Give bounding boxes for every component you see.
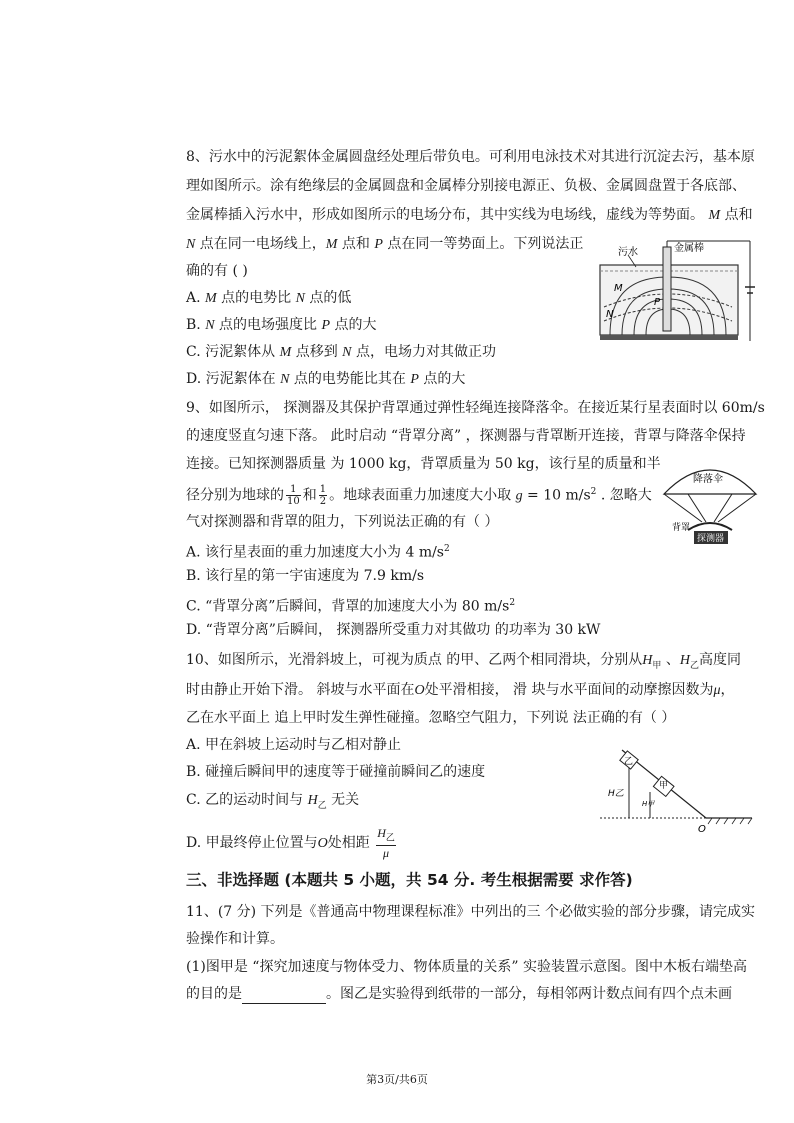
answer-blank[interactable] (242, 989, 326, 1004)
q8-option-b: B. N 点的电场强度比 P 点的大 (186, 317, 377, 333)
q9-option-a: A. 该行星表面的重力加速度大小为 4 $m/s^2$ (186, 544, 450, 561)
q8-electrophoresis-figure (590, 237, 760, 345)
label-water: 污水 (618, 247, 638, 258)
q11-line-4: 的目的是 。图乙是实验得到纸带的一部分，每相邻两计数点间有四个点未画 (186, 986, 732, 1002)
q9-option-d: D. “背罩分离”后瞬间， 探测器所受重力对其做功 的功率为 30 kW (186, 622, 601, 638)
q8-option-a: A. M 点的电势比 N 点的低 (186, 290, 352, 306)
q8-option-c: C. 污泥絮体从 M 点移到 N 点，电场力对其做正功 (186, 344, 496, 360)
q8-line-5: 确的有 ( ) (186, 263, 248, 279)
q10-line-1: 10、如图所示，光滑斜坡上，可视为质点 的甲、乙两个相同滑块，分别从$H_甲$ 、$H_乙$高度同 (186, 652, 741, 671)
label-probe: 探测器 (697, 534, 725, 544)
label-n: N (606, 309, 614, 320)
label-cover: 背罩 (672, 523, 691, 533)
label-rod: 金属棒 (674, 243, 704, 254)
q9-line-5: 气对探测器和背罩的阻力，下列说法正确的有（ ） (186, 514, 499, 530)
label-m: M (614, 283, 623, 294)
q10-option-a: A. 甲在斜坡上运动时与乙相对静止 (186, 737, 402, 753)
q10-option-d: D. 甲最终停止位置与O处相距 $\frac{H_乙}{\mu}$ (186, 826, 395, 861)
label-parachute: 降落伞 (693, 474, 723, 485)
label-p: P (654, 297, 661, 308)
q9-option-b: B. 该行星的第一宇宙速度为 7.9 km/s (186, 568, 425, 584)
label-o: O (698, 824, 706, 834)
q10-option-b: B. 碰撞后瞬间甲的速度等于碰撞前瞬间乙的速度 (186, 764, 486, 780)
q8-line-4: N 点在同一电场线上，M 点和 P 点在同一等势面上。下列说法正 (186, 236, 584, 252)
label-block-yi: 乙 (624, 757, 634, 767)
q10-option-c: C. 乙的运动时间与 $H_乙$ 无关 (186, 792, 360, 811)
q8-line-1: 8、污水中的污泥絮体金属圆盘经处理后带负电。可利用电泳技术对其进行沉淀去污，基本原 (186, 149, 755, 165)
label-h-yi: H乙 (608, 789, 624, 799)
q8-line-2: 理如图所示。涂有绝缘层的金属圆盘和金属棒分别接电源正、负极、金属圆盘置于各底部、 (186, 178, 746, 194)
label-h-jia: H甲 (642, 800, 655, 808)
q10-line-3: 乙在水平面上 追上甲时发生弹性碰撞。忽略空气阻力，下列说 法正确的有（ ） (186, 710, 676, 726)
q9-line-4: 径分别为地球的 $\frac{1}{10}$ 和 $\frac{1}{2}$ 。地球表面重力加速度大小取 g = 10 $m/s^2$ . 忽略大 (186, 484, 652, 508)
section-heading: 三、非选择题 (本题共 5 小题，共 54 分. 考生根据需要 求作答) (186, 871, 633, 889)
q9-line-2: 的速度竖直匀速下落。 此时启动 “背罩分离” ，探测器与背罩断开连接，背罩与降落伞保持 (186, 428, 746, 444)
page-footer: 第3页/共6页 (366, 1073, 428, 1086)
q11-line-1: 11、(7 分) 下列是《普通高中物理课程标准》中列出的三 个必做实验的部分步骤，请完成实 (186, 904, 755, 920)
q9-line-1: 9、如图所示， 探测器及其保护背罩通过弹性轻绳连接降落伞。在接近某行星表面时以 60m/s (186, 400, 765, 416)
q8-line-3: 金属棒插入污水中，形成如图所示的电场分布，其中实线为电场线，虚线为等势面。 M 点和 (186, 207, 753, 223)
q10-line-2: 时由静止开始下滑。 斜坡与水平面在O处平滑相接， 滑 块与水平面间的动摩擦因数为μ， (186, 682, 735, 698)
q8-option-d: D. 污泥絮体在 N 点的电势能比其在 P 点的大 (186, 371, 466, 387)
q10-slope-figure (596, 742, 756, 834)
q9-parachute-figure (658, 458, 762, 550)
q9-line-3: 连接。已知探测器质量 为 1000 kg，背罩质量为 50 kg，该行星的质量和半 (186, 456, 661, 472)
q11-line-2: 验操作和计算。 (186, 931, 284, 947)
label-block-jia: 甲 (659, 781, 669, 791)
q9-option-c: C. “背罩分离”后瞬间，背罩的加速度大小为 80 $m/s^2$ (186, 598, 516, 615)
q11-line-3: (1)图甲是 “探究加速度与物体受力、物体质量的关系” 实验装置示意图。图中木板右端垫高 (186, 959, 748, 975)
